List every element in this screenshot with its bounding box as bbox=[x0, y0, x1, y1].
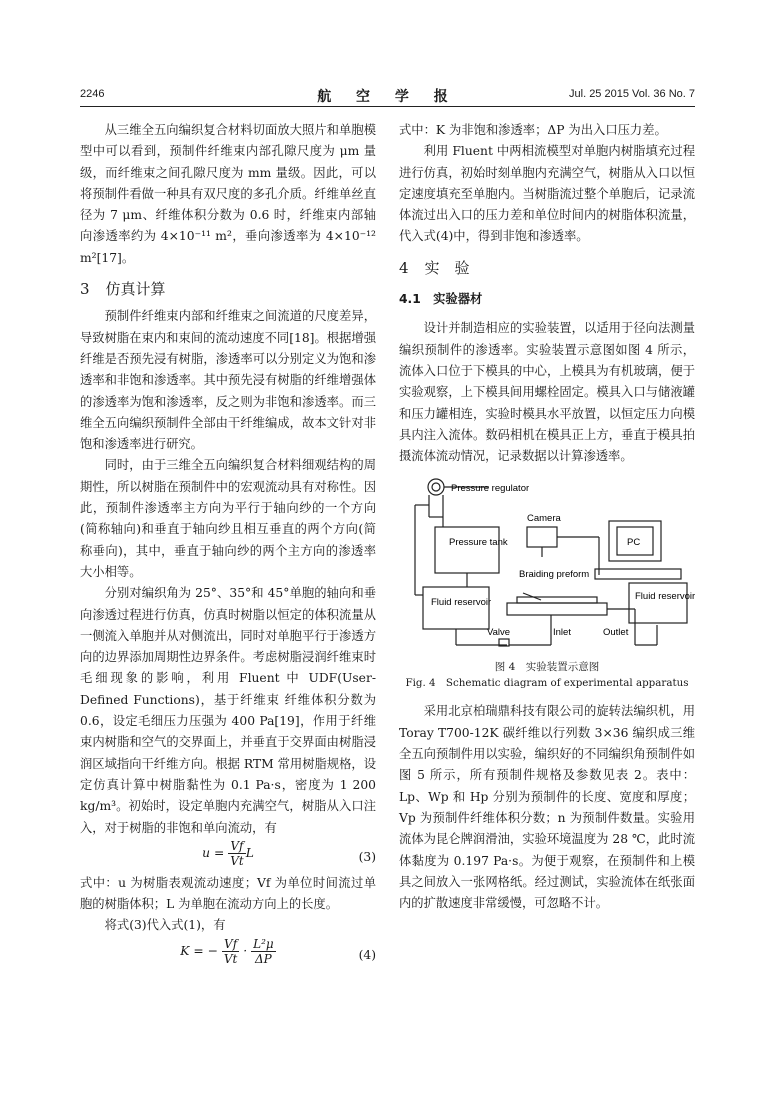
pc-keyboard-icon bbox=[595, 569, 681, 579]
paragraph: 式中：u 为树脂表观流动速度；Vf 为单位时间流过单胞的树脂体积；L 为单胞在流动方向上的长度。 bbox=[80, 875, 376, 912]
label-braiding-preform: Braiding preform bbox=[519, 569, 590, 581]
right-column bbox=[399, 120, 695, 914]
paragraph: 设计并制造相应的实验装置，以适用于径向法测量编织预制件的渗透率。实验装置示意图如图 4 所示，流体入口位于下模具的中心，上模具为有机玻璃，便于实验观察，上下模具间用螺栓固定。模具入口与储液罐和压力罐相连，实验时模具水平放置，以恒定压力向模具内注入流体。数码相机在模具正上方，垂直于模具拍摄流体流动情况，记录数据以计算渗透率。 bbox=[399, 321, 695, 464]
section-heading-3 bbox=[80, 279, 376, 300]
paragraph: 采用北京柏瑞鼎科技有限公司的旋转法编织机，用 Toray T700-12K 碳纤维以行列数 3×36 编织成三维全五向预制件用以实验，编织好的不同编织角预制件如图 5 所示，所有预制件规格及参数见表 2。表中：Lp、Wp 和 Hp 分别为预制件的长度、宽度和厚度；Vp 为预制件纤维体积分数；n 为预制件数量。实验用流体为昆仑牌润滑油，实验环境温度为 28 ℃，此时流体黏度为 0.197 Pa·s。为便于观察，在预制件和上模具之间放入一张网格纸。经过测试，实验流体在纸张面内的扩散速度非常缓慢，可忽略不计。 bbox=[399, 704, 695, 911]
issue-info: Jul. 25 2015 Vol. 36 No. 7 bbox=[569, 88, 695, 100]
equation-3 bbox=[80, 839, 376, 873]
label-pc: PC bbox=[627, 537, 641, 549]
section-number: 3 bbox=[80, 280, 90, 299]
denominator: Vt bbox=[223, 951, 238, 966]
eq-lhs: u = bbox=[202, 845, 225, 860]
fraction bbox=[228, 839, 246, 868]
paragraph: 将式(3)代入式(1)，有 bbox=[104, 918, 226, 933]
paragraph: 同时，由于三维全五向编织复合材料细观结构的周期性，所以树脂在预制件中的宏观流动具有对称性。因此，预制件渗透率主方向为平行于轴向纱的一个方向(简称轴向)和垂直于轴向纱且相互垂直的两个方向(简称垂向)，其中，垂直于轴向纱的两个主方向的渗透率大小相等。 bbox=[80, 458, 376, 579]
fluid-reservoir-left-box bbox=[423, 587, 492, 629]
label-camera: Camera bbox=[527, 513, 561, 525]
section-title: 实 验 bbox=[424, 258, 470, 277]
subsection-heading-4-1 bbox=[399, 289, 695, 310]
gauge-icon bbox=[428, 479, 444, 495]
paragraph: 预制件纤维束内部和纤维束之间流道的尺度差异，导致树脂在束内和束间的流动速度不同[18]。根据增强纤维是否预先浸有树脂，渗透率可以分别定义为饱和渗透率和非饱和渗透率。其中预先浸有树脂的纤维增强体的渗透率为饱和渗透率，反之则为非饱和渗透率。而三维全五向编织预制件全部由干纤维编成，故本文针对非饱和渗透率进行研究。 bbox=[80, 309, 376, 452]
equation-4 bbox=[80, 937, 376, 975]
paragraph: 从三维全五向编织复合材料切面放大照片和单胞模型中可以看到，预制件纤维束内部孔隙尺度为 μm 量级，而纤维束之间孔隙尺度为 mm 量级。因此，可以将预制件看做一种具有双尺度的多孔介质。纤维单丝直径为 7 μm、纤维体积分数为 0.6 时，纤维束内部轴向渗透率约为 4×10⁻¹¹ m²，垂向渗透率为 4×10⁻¹² m²[17]。 bbox=[80, 123, 376, 265]
journal-title: 航 空 学 报 bbox=[317, 89, 458, 105]
label-pressure-regulator: Pressure regulator bbox=[451, 483, 530, 495]
eq-lhs: K = − bbox=[180, 943, 218, 958]
page-header bbox=[80, 88, 695, 106]
left-column bbox=[80, 120, 376, 975]
numerator: L²μ bbox=[253, 936, 274, 951]
section-title: 仿真计算 bbox=[105, 280, 166, 299]
figure-caption-en: Fig. 4 Schematic diagram of experimental apparatus bbox=[405, 677, 689, 690]
paragraph: 分别对编织角为 25°、35°和 45°单胞的轴向和垂向渗透过程进行仿真，仿真时树脂以恒定的体积流量从一侧流入单胞并从对侧流出，同时对单胞平行于渗透方向的边界添加周期性边界条件。考虑树脂浸润纤维束时毛细现象的影响，利用 Fluent 中 UDF(User-Defined Functions)，基于纤维束 纤维体积分数为 0.6，设定毛细压力压强为 400 Pa[19]，作用于纤维束内树脂和空气的交界面上，并垂直于交界面由树脂浸润区域指向干纤维方向。根据 RTM 常用树脂规格，设定仿真计算中树脂黏性为 0.1 Pa·s，密度为 1 200 kg/m³。初始时，设定单胞内充满空气，树脂从入口注入，对于树脂的非饱和单向流动，有 bbox=[80, 586, 376, 835]
label-pressure-tank: Pressure tank bbox=[449, 537, 508, 549]
label-outlet: Outlet bbox=[603, 627, 629, 639]
figure-4-diagram bbox=[399, 475, 695, 655]
camera-icon bbox=[527, 527, 557, 547]
fluid-reservoir-right-box bbox=[629, 583, 687, 623]
label-fluid-reservoir-left: Fluid reservoir bbox=[431, 597, 492, 609]
figure-caption-cn: 图 4 实验装置示意图 bbox=[494, 661, 600, 674]
denominator: ΔP bbox=[255, 951, 272, 966]
fraction bbox=[222, 937, 240, 966]
eq-rhs: L bbox=[245, 845, 254, 860]
paragraph: 利用 Fluent 中两相流模型对单胞内树脂填充过程进行仿真，初始时刻单胞内充满空气，树脂从入口以恒定速度填充至单胞内。当树脂流过整个单胞后，记录流体流过出入口的压力差和单位时间内的树脂体积流量，代入式(4)中，得到非饱和渗透率。 bbox=[399, 144, 695, 244]
numerator: Vf bbox=[222, 937, 240, 952]
section-heading-4 bbox=[399, 258, 695, 279]
page-number: 2246 bbox=[80, 88, 105, 100]
numerator: Vf bbox=[228, 839, 246, 854]
label-valve: Valve bbox=[487, 627, 511, 639]
fraction bbox=[251, 937, 276, 966]
apparatus-schematic bbox=[399, 475, 695, 655]
label-inlet: Inlet bbox=[553, 627, 571, 639]
equation-number: (3) bbox=[358, 849, 376, 864]
paragraph: 式中：K 为非饱和渗透率；ΔP 为出入口压力差。 bbox=[399, 123, 667, 137]
mold-box bbox=[507, 603, 607, 615]
header-rule bbox=[80, 106, 695, 107]
label-fluid-reservoir-right: Fluid reservoir bbox=[635, 591, 695, 603]
equation-number: (4) bbox=[358, 947, 376, 962]
preform-box bbox=[517, 597, 597, 603]
section-number: 4 bbox=[399, 258, 409, 277]
denominator: Vt bbox=[230, 853, 244, 868]
subsection-title: 实验器材 bbox=[433, 292, 483, 307]
subsection-number: 4.1 bbox=[399, 292, 421, 307]
pressure-tank-box bbox=[435, 527, 499, 573]
dot-operator: · bbox=[243, 943, 248, 958]
